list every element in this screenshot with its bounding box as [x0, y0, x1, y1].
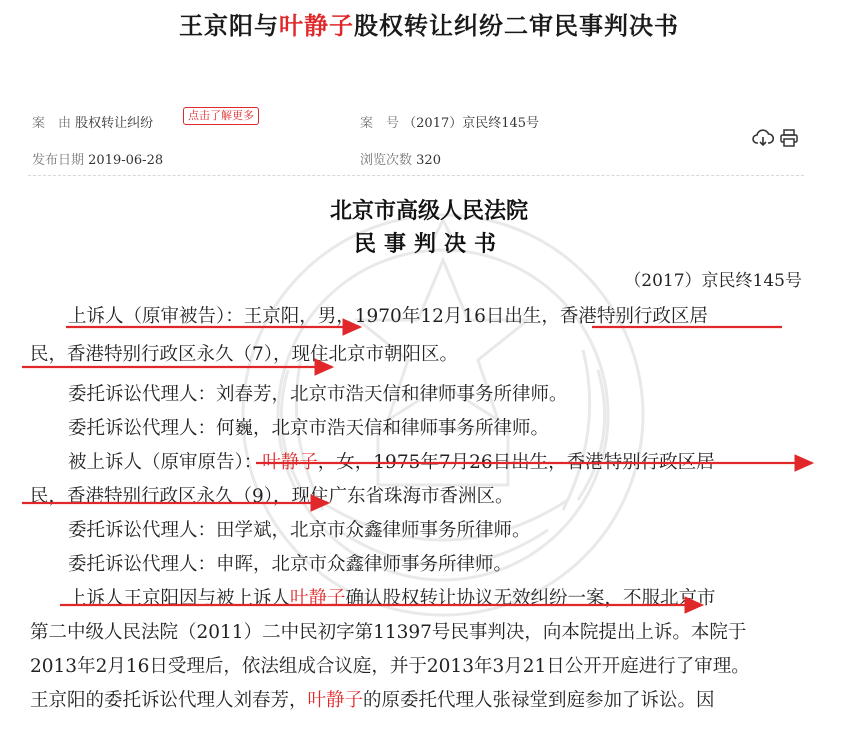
meta-divider	[28, 175, 804, 176]
body-line-text: 2013年2月16日受理后，依法组成合议庭，并于2013年3月21日公开开庭进行了审理。	[30, 656, 750, 677]
body-line	[68, 584, 716, 610]
body-line-text: 上诉人（原审被告）：王京阳，男，1970年12月16日出生，香港特别行政区居	[68, 306, 708, 327]
document-type: 民事判决书	[353, 231, 504, 257]
meta-cause	[32, 112, 153, 131]
body-line-text: 王京阳的委托诉讼代理人刘春芳，	[30, 690, 308, 711]
meta-publish-date-value: 2019-06-28	[88, 153, 164, 168]
body-line-text: 委托诉讼代理人：刘春芳，北京市浩天信和律师事务所律师。	[68, 384, 568, 405]
meta-case-number-label: 案 号	[360, 116, 400, 131]
body-line-text: 委托诉讼代理人：申晖，北京市众鑫律师事务所律师。	[68, 554, 513, 575]
toolbar-icons	[752, 128, 802, 148]
body-line-text-rest: 的原委托代理人张禄堂到庭参加了诉讼。因	[363, 690, 715, 711]
body-line	[68, 550, 512, 576]
body-line-text: 被上诉人（原审原告）：	[68, 452, 263, 473]
body-line	[30, 340, 458, 366]
printer-icon[interactable]	[779, 128, 799, 148]
title-text-rest: 股权转让纠纷二审民事判决书	[354, 11, 679, 40]
body-line	[68, 302, 708, 328]
meta-cause-label: 案 由	[32, 116, 72, 131]
body-line	[68, 414, 549, 440]
title-text: 王京阳与	[179, 11, 279, 40]
body-line-text: 第二中级人民法院（2011）二中民初字第11397号民事判决，向本院提出上诉。本院于	[30, 622, 747, 643]
meta-views-label: 浏览次数	[360, 153, 413, 168]
highlighted-name: 叶静子	[307, 690, 364, 711]
body-line-text-rest: ，女，1975年7月26日出生，香港特别行政区居	[317, 452, 715, 473]
body-line-text: 上诉人王京阳因与被上诉人	[68, 588, 291, 609]
body-line	[68, 516, 531, 542]
meta-views-value: 320	[416, 153, 441, 168]
body-line-text: 民，香港特别行政区永久（9），现住广东省珠海市香洲区。	[30, 486, 514, 507]
highlighted-name: 叶静子	[262, 452, 318, 473]
body-line	[30, 652, 750, 678]
meta-case-number	[360, 112, 539, 131]
body-line	[30, 618, 746, 644]
title-highlight: 叶静子	[279, 11, 354, 40]
highlighted-name: 叶静子	[290, 588, 346, 609]
court-name: 北京市高级人民法院	[329, 198, 528, 224]
meta-publish-date	[32, 149, 163, 168]
page-title	[0, 6, 858, 41]
body-line	[30, 686, 715, 712]
body-line-text: 委托诉讼代理人：何巍，北京市浩天信和律师事务所律师。	[68, 418, 550, 439]
download-cloud-icon[interactable]	[752, 128, 774, 148]
meta-cause-value: 股权转让纠纷	[75, 116, 154, 131]
meta-publish-date-label: 发布日期	[32, 153, 85, 168]
body-line	[68, 380, 568, 406]
body-line-text: 委托诉讼代理人：田学斌，北京市众鑫律师事务所律师。	[68, 520, 531, 541]
body-line	[30, 482, 514, 508]
document-case-number: （2017）京民终145号	[624, 271, 802, 291]
meta-case-number-value: （2017）京民终145号	[403, 116, 540, 131]
body-line-text-rest: 确认股权转让协议无效纠纷一案，不服北京市	[345, 588, 716, 609]
body-line-text: 民，香港特别行政区永久（7），现住北京市朝阳区。	[30, 344, 459, 365]
body-line	[68, 448, 715, 474]
meta-views	[360, 149, 441, 168]
learn-more-button[interactable]: 点击了解更多	[183, 107, 259, 125]
